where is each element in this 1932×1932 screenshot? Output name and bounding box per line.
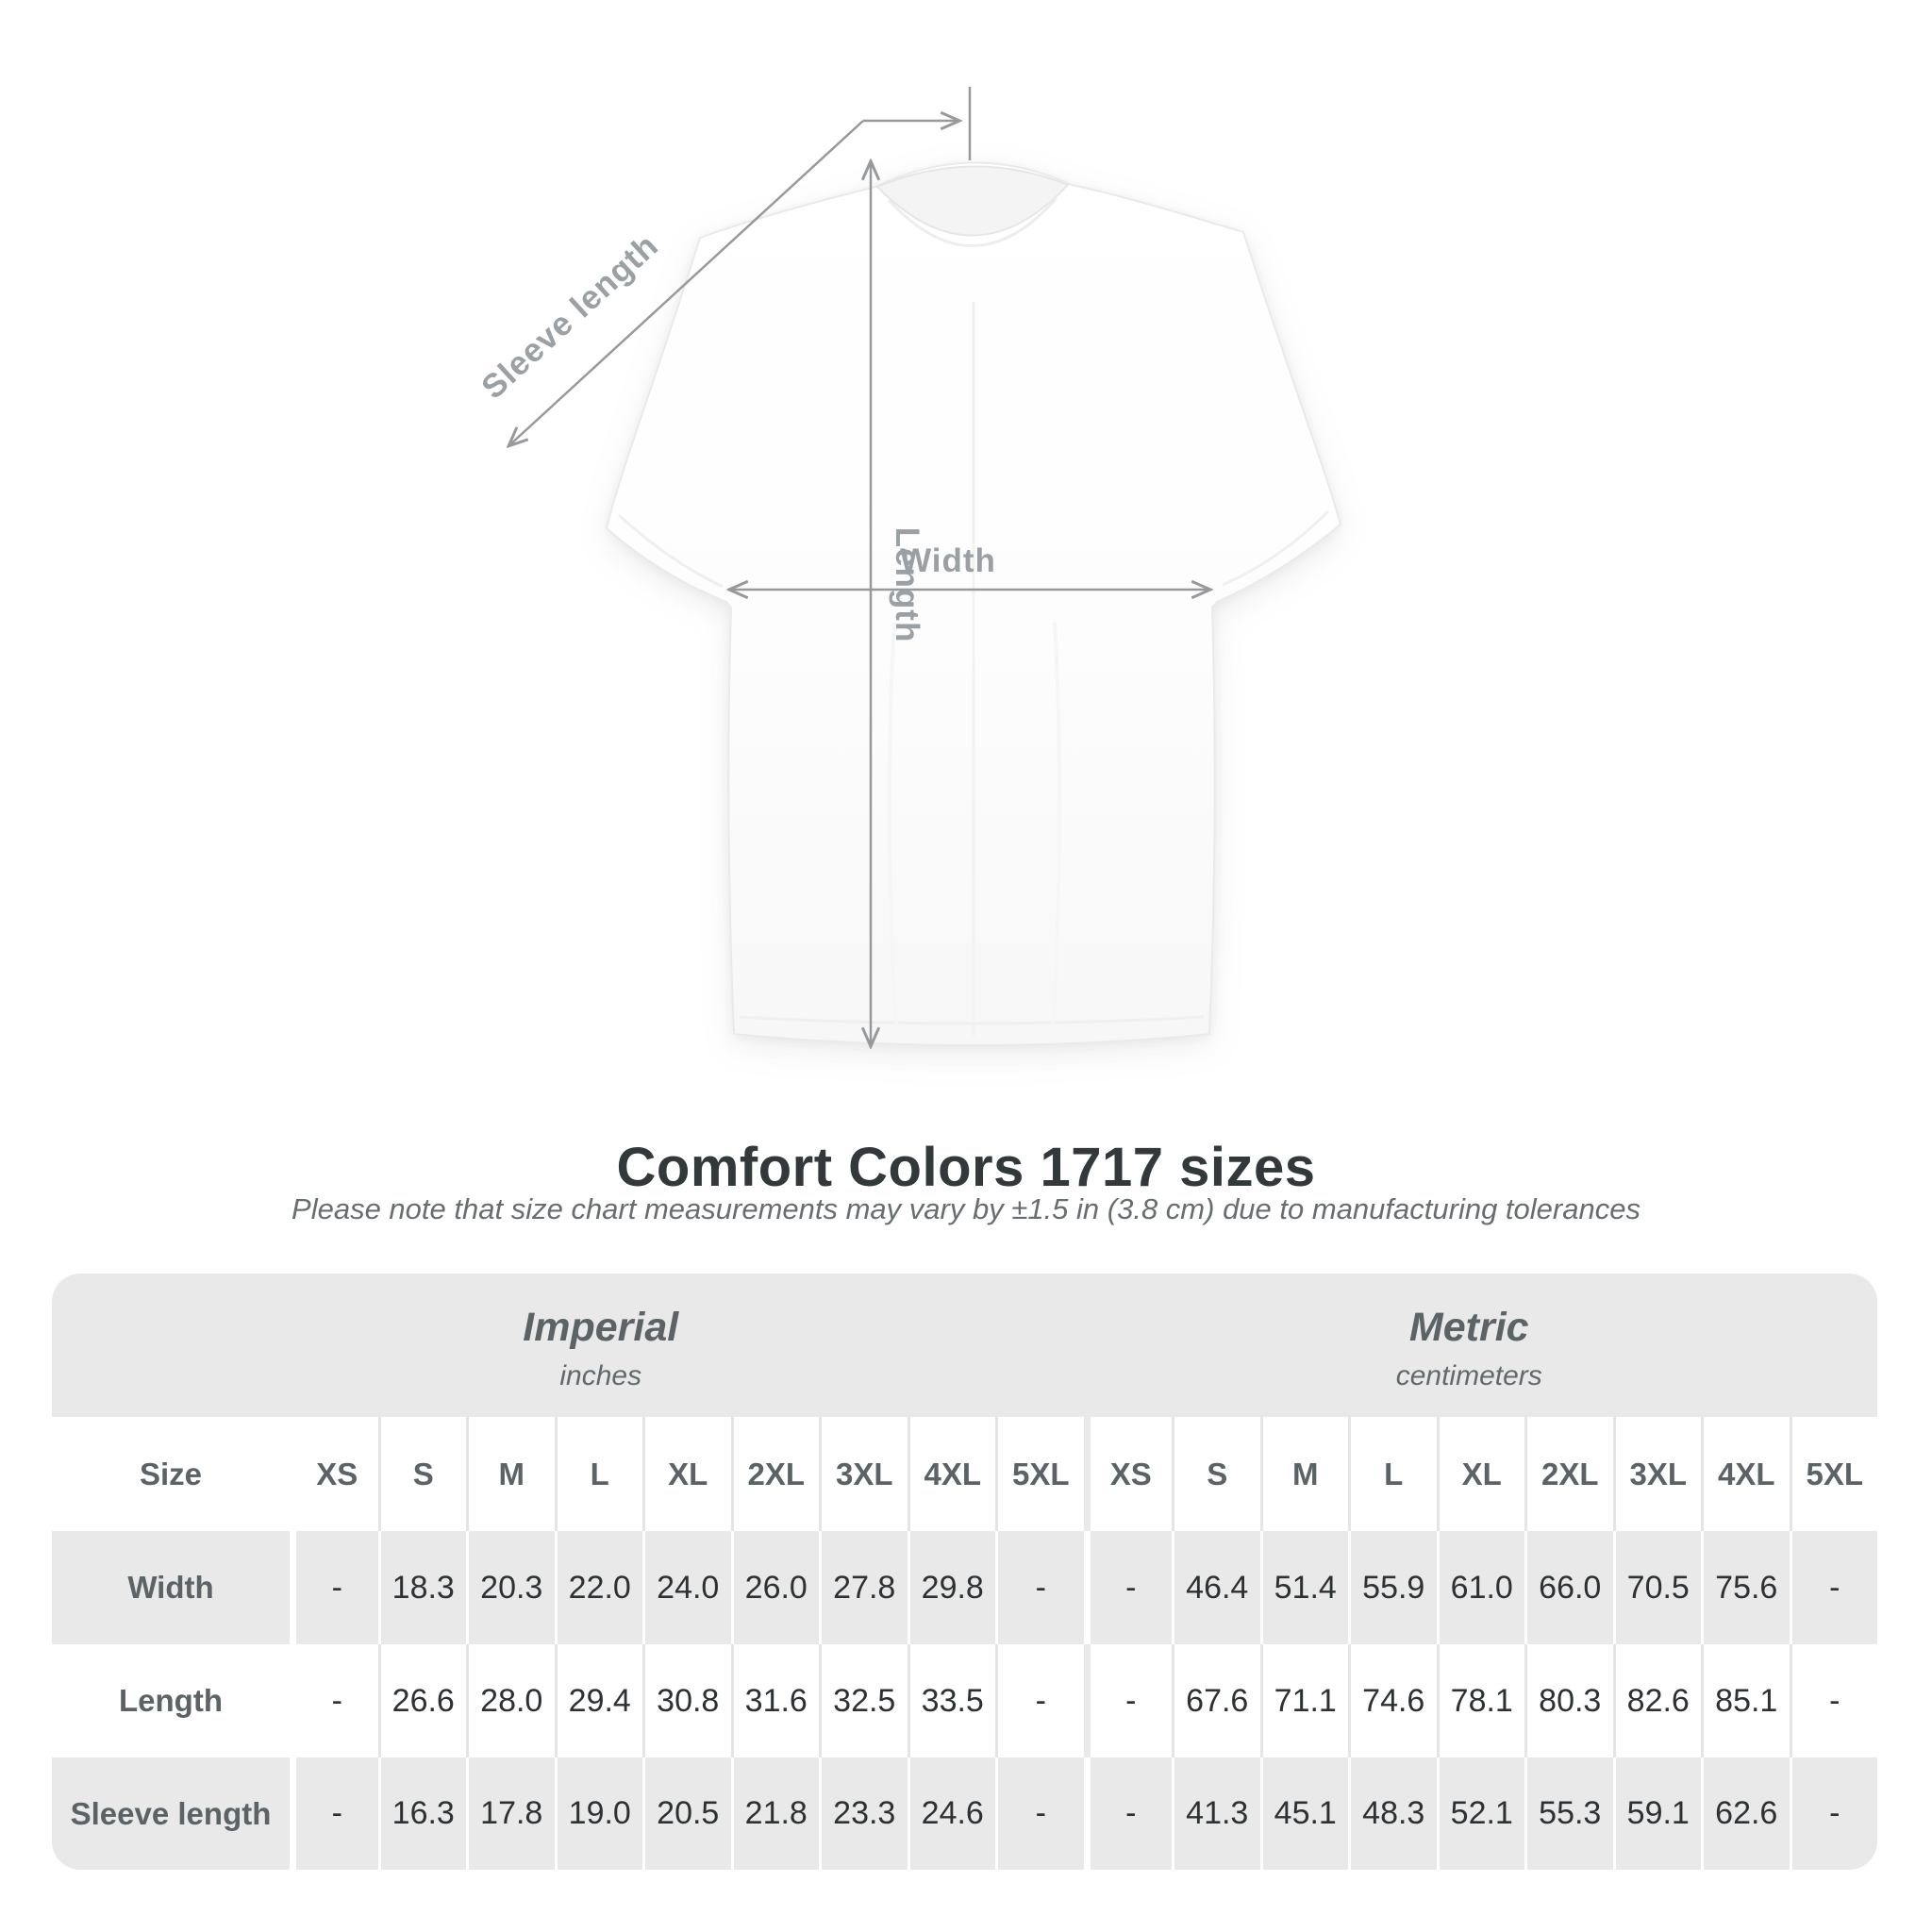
- size-col-header: S: [1172, 1417, 1260, 1531]
- row-label: Length: [119, 1683, 223, 1718]
- value-cell: 23.3: [819, 1757, 908, 1870]
- size-chart-table: [52, 1274, 1877, 1870]
- size-col-header: 4XL: [908, 1417, 996, 1531]
- value-cell: -: [1084, 1644, 1173, 1757]
- value-cell: 78.1: [1437, 1644, 1525, 1757]
- size-header-row: [52, 1417, 1877, 1531]
- value-cell: -: [290, 1644, 378, 1757]
- value-cell: 85.1: [1701, 1644, 1790, 1757]
- value-cell: 71.1: [1260, 1644, 1349, 1757]
- value-cell: 61.0: [1437, 1531, 1525, 1644]
- imperial-group-header: [52, 1274, 1084, 1417]
- value-cell: -: [1790, 1644, 1878, 1757]
- value-cell: 19.0: [555, 1757, 643, 1870]
- value-cell: -: [290, 1531, 378, 1644]
- value-cell: 20.5: [642, 1757, 731, 1870]
- value-cell: -: [290, 1757, 378, 1870]
- value-cell: 29.8: [908, 1531, 996, 1644]
- size-col-header: M: [466, 1417, 555, 1531]
- imperial-group-title: Imperial: [523, 1304, 679, 1350]
- size-col-header: 5XL: [995, 1417, 1084, 1531]
- value-cell: 55.3: [1524, 1757, 1613, 1870]
- value-cell: -: [995, 1757, 1084, 1870]
- size-tolerance-note: Please note that size chart measurements may vary by ±1.5 in (3.8 cm) due to manufacturing tolerances: [291, 1192, 1641, 1225]
- size-col-header: 3XL: [819, 1417, 908, 1531]
- value-cell: 82.6: [1613, 1644, 1702, 1757]
- value-cell: -: [1084, 1531, 1173, 1644]
- size-col-header: XL: [1437, 1417, 1525, 1531]
- size-col-header: 2XL: [1524, 1417, 1613, 1531]
- value-cell: 80.3: [1524, 1644, 1613, 1757]
- value-cell: 33.5: [908, 1644, 996, 1757]
- value-cell: 41.3: [1172, 1757, 1260, 1870]
- value-cell: -: [1790, 1757, 1878, 1870]
- value-cell: -: [995, 1644, 1084, 1757]
- size-col-header: 4XL: [1701, 1417, 1790, 1531]
- metric-group-header: [1084, 1274, 1878, 1417]
- size-col-header: XL: [642, 1417, 731, 1531]
- measurement-row: [52, 1757, 1877, 1870]
- width-label: Width: [900, 542, 996, 579]
- size-col-header: XS: [1084, 1417, 1173, 1531]
- value-cell: 31.6: [731, 1644, 820, 1757]
- size-col-header: L: [1348, 1417, 1437, 1531]
- imperial-group-unit: inches: [559, 1359, 642, 1391]
- value-cell: 67.6: [1172, 1644, 1260, 1757]
- value-cell: 17.8: [466, 1757, 555, 1870]
- value-cell: 28.0: [466, 1644, 555, 1757]
- value-cell: 27.8: [819, 1531, 908, 1644]
- value-cell: 45.1: [1260, 1757, 1349, 1870]
- value-cell: -: [1084, 1757, 1173, 1870]
- size-col-header: L: [555, 1417, 643, 1531]
- length-label: Length: [889, 526, 925, 643]
- unit-group-header-row: [52, 1274, 1877, 1417]
- value-cell: 24.0: [642, 1531, 731, 1644]
- value-cell: 20.3: [466, 1531, 555, 1644]
- value-cell: 21.8: [731, 1757, 820, 1870]
- size-col-header: 3XL: [1613, 1417, 1702, 1531]
- metric-group-unit: centimeters: [1395, 1359, 1542, 1391]
- value-cell: 29.4: [555, 1644, 643, 1757]
- value-cell: 75.6: [1701, 1531, 1790, 1644]
- value-cell: -: [995, 1531, 1084, 1644]
- value-cell: 16.3: [378, 1757, 467, 1870]
- page-title: Comfort Colors 1717 sizes: [616, 1137, 1316, 1198]
- table-body: [52, 1417, 1877, 1870]
- value-cell: 26.0: [731, 1531, 820, 1644]
- value-cell: 30.8: [642, 1644, 731, 1757]
- value-cell: 26.6: [378, 1644, 467, 1757]
- measurement-row: [52, 1644, 1877, 1757]
- value-cell: 70.5: [1613, 1531, 1702, 1644]
- value-cell: 24.6: [908, 1757, 996, 1870]
- size-col-header: XS: [290, 1417, 378, 1531]
- value-cell: 74.6: [1348, 1644, 1437, 1757]
- size-header-label: Size: [139, 1456, 203, 1491]
- size-col-header: 5XL: [1790, 1417, 1878, 1531]
- tshirt-illustration: [607, 162, 1341, 1045]
- sleeve-length-label: Sleeve length: [475, 226, 666, 407]
- value-cell: 18.3: [378, 1531, 467, 1644]
- value-cell: 66.0: [1524, 1531, 1613, 1644]
- value-cell: 22.0: [555, 1531, 643, 1644]
- value-cell: -: [1790, 1531, 1878, 1644]
- row-label: Sleeve length: [70, 1795, 272, 1831]
- value-cell: 59.1: [1613, 1757, 1702, 1870]
- value-cell: 55.9: [1348, 1531, 1437, 1644]
- metric-group-title: Metric: [1408, 1304, 1529, 1350]
- value-cell: 52.1: [1437, 1757, 1525, 1870]
- size-col-header: M: [1260, 1417, 1349, 1531]
- value-cell: 51.4: [1260, 1531, 1349, 1644]
- size-col-header: S: [378, 1417, 467, 1531]
- value-cell: 32.5: [819, 1644, 908, 1757]
- value-cell: 48.3: [1348, 1757, 1437, 1870]
- size-col-header: 2XL: [731, 1417, 820, 1531]
- value-cell: 46.4: [1172, 1531, 1260, 1644]
- row-label: Width: [127, 1570, 214, 1605]
- measurement-row: [52, 1531, 1877, 1644]
- value-cell: 62.6: [1701, 1757, 1790, 1870]
